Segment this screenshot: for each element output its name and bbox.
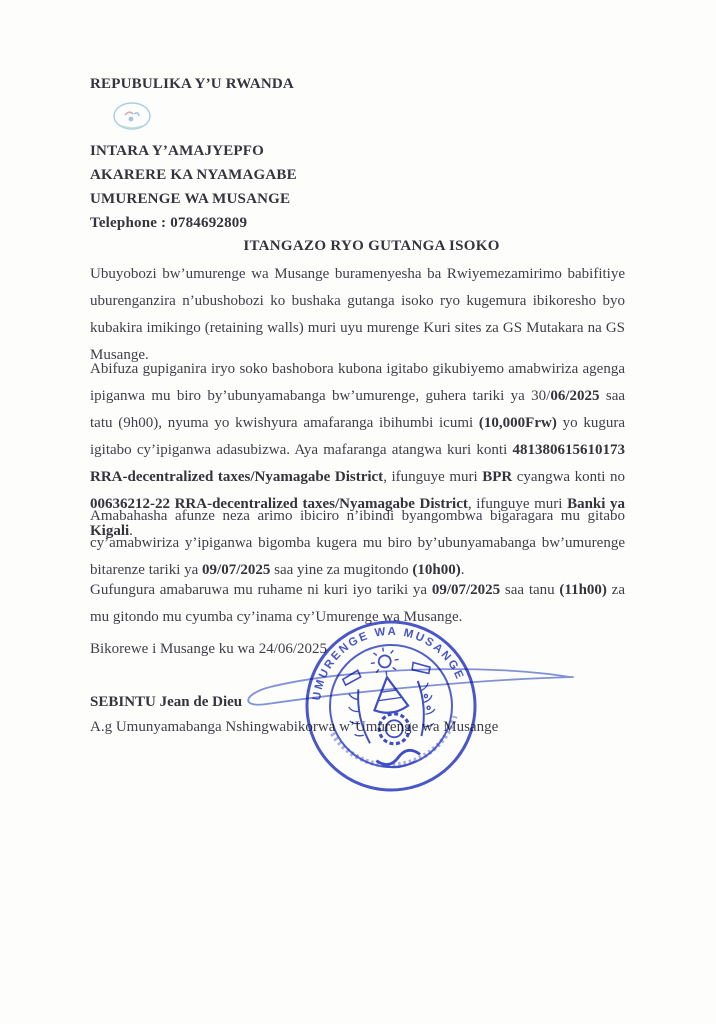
paragraph-bid-opening: Gufungura amabaruwa mu ruhame ni kuri iyo tariki ya 09/07/2025 saa tanu (11h00) za mu gitondo mu cyumba cy’inama cy’Umurenge wa Musange. <box>90 582 625 625</box>
coat-of-arms-logo <box>112 100 152 134</box>
header-sector: UMURENGE WA MUSANGE <box>90 191 291 207</box>
date-line: Bikorewe i Musange ku wa 24/06/2025 <box>90 641 328 657</box>
document-title: ITANGAZO RYO GUTANGA ISOKO <box>243 238 500 254</box>
header-country: REPUBULIKA Y’U RWANDA <box>90 76 294 92</box>
signatory-title: A.g Umunyamabanga Nshingwabikorwa w’Umurenge wa Musange <box>90 719 499 735</box>
paragraph-bid-document: Abifuza gupiganira iryo soko bashobora kubona igitabo gikubiyemo amabwiriza agenga ipiganwa mu biro by’ubunyamabanga bw’umurenge, guhera tariki ya 30/06/2025 saa tatu (9h00), nyuma yo kwishyura amafaranga ibihumbi icumi (10,000Frw) yo kugura igitabo cy’ipiganwa adasubizwa. Aya mafaranga atangwa kuri konti 481380615610173 RRA-decentralized taxes/Nyamagabe District, ifunguye muri BPR cyangwa konti no 00636212-22 RRA-decentralized taxes/Nyamagabe District, ifunguye muri Banki ya Kigali. <box>90 361 626 539</box>
header-district: AKARERE KA NYAMAGABE <box>90 167 297 183</box>
signature-icon <box>230 650 578 718</box>
header-province: INTARA Y’AMAJYEPFO <box>90 143 265 159</box>
stamp-arc-text: UMURENGE WA MUSANGE <box>311 625 466 702</box>
paragraph-submission-deadline: Amabahasha afunze neza arimo ibiciro n’ibindi byangombwa bigaragara mu gitabo cy’amabwiriza y’ipiganwa bigomba kugera mu biro by’ubunyamabanga bw’umurenge bitarenze tariki ya 09/07/2025 saa yine za mugitondo (10h00). <box>90 508 625 578</box>
paragraph-announcement: Ubuyobozi bw’umurenge wa Musange buramenyesha ba Rwiyemezamirimo babifitiye uburenganzira n’ubushobozi ko bushaka gutanga isoko ryo kugemura ibikoresho byo kubakira imikingo (retaining walls) muri uyu murenge Kuri sites za GS Mutakara na GS Musange. <box>90 266 625 363</box>
signatory-name: SEBINTU Jean de Dieu <box>90 694 243 710</box>
header-telephone: Telephone : 0784692809 <box>90 215 248 231</box>
